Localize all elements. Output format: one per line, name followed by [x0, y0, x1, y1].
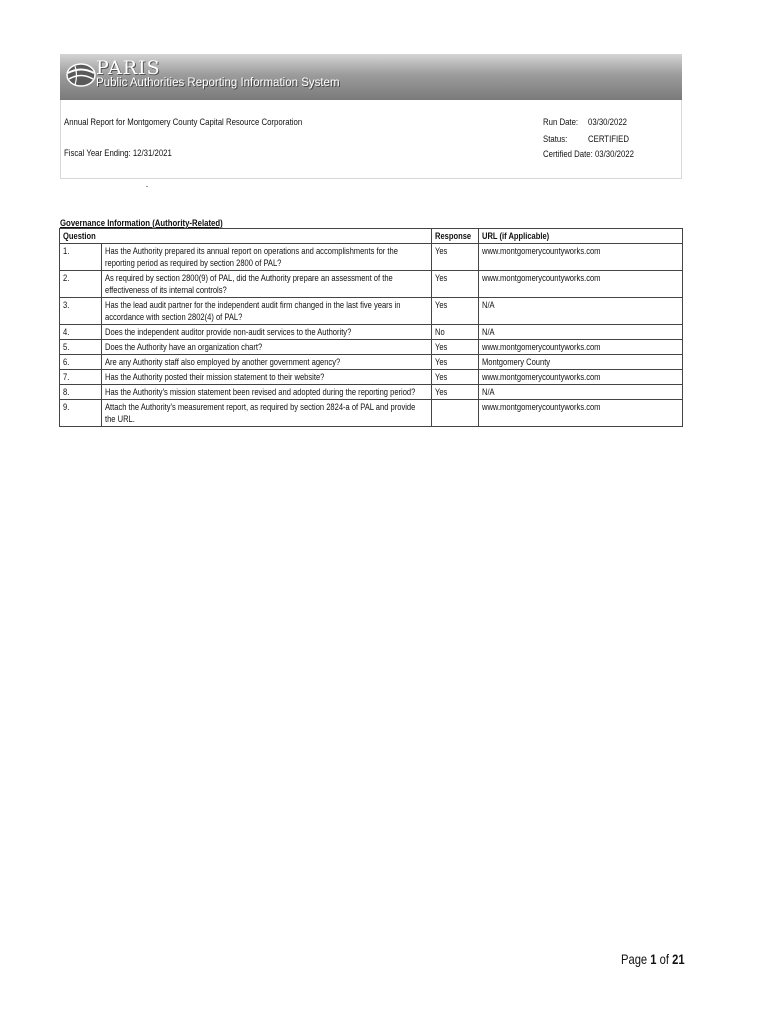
table-header-row	[60, 229, 683, 244]
row-url-text: www.montgomerycountyworks.com	[482, 273, 601, 283]
row-question	[102, 244, 432, 271]
stray-mark	[146, 186, 148, 187]
table-row	[60, 355, 683, 370]
row-number	[60, 370, 102, 385]
url-header: URL (if Applicable)	[479, 229, 683, 244]
run-date-value: 03/30/2022	[588, 117, 627, 128]
globe-logo-icon	[64, 58, 98, 92]
governance-table	[59, 228, 683, 427]
row-question-text: Has the Authority posted their mission statement to their website?	[105, 372, 325, 382]
row-response	[432, 244, 479, 271]
row-question-text: As required by section 2800(9) of PAL, did the Authority prepare an assessment of the effectiveness of its internal controls?	[105, 273, 393, 295]
row-number-text: 4.	[63, 327, 70, 337]
row-url-text: N/A	[482, 387, 495, 397]
row-number	[60, 244, 102, 271]
row-question	[102, 370, 432, 385]
row-url	[479, 385, 683, 400]
row-question-text: Has the Authority's mission statement been revised and adopted during the reporting period?	[105, 387, 416, 397]
row-response	[432, 400, 479, 427]
row-question-text: Has the lead audit partner for the independent audit firm changed in the last five years in accordance with section 2802(4) of PAL?	[105, 300, 401, 322]
page-prefix: Page	[621, 951, 651, 967]
row-url-text: N/A	[482, 327, 495, 337]
row-url	[479, 298, 683, 325]
row-response-text: Yes	[435, 372, 448, 382]
table-row	[60, 400, 683, 427]
section-title: Governance Information (Authority-Related)	[60, 218, 223, 229]
paris-banner	[60, 54, 682, 100]
row-url-text: www.montgomerycountyworks.com	[482, 342, 601, 352]
page-current: 1	[650, 951, 657, 967]
row-response-text: Yes	[435, 273, 448, 283]
page-total: 21	[672, 951, 685, 967]
row-question	[102, 340, 432, 355]
banner-title: PARIS	[96, 57, 161, 79]
page-number	[621, 951, 685, 967]
banner-subtitle: Public Authorities Reporting Information System	[96, 77, 340, 89]
row-number-text: 1.	[63, 246, 70, 256]
status-label: Status:	[543, 134, 568, 145]
row-url	[479, 370, 683, 385]
row-response	[432, 370, 479, 385]
row-question-text: Attach the Authority's measurement report, as required by section 2824-a of PAL and provide the URL.	[105, 402, 416, 424]
row-response-text: Yes	[435, 342, 448, 352]
row-question-text: Does the Authority have an organization chart?	[105, 342, 263, 352]
row-question	[102, 400, 432, 427]
table-row	[60, 385, 683, 400]
row-number	[60, 355, 102, 370]
row-url	[479, 325, 683, 340]
row-number-text: 5.	[63, 342, 70, 352]
row-response-text: No	[435, 327, 445, 337]
row-url-text: www.montgomerycountyworks.com	[482, 246, 601, 256]
row-question	[102, 325, 432, 340]
status-value: CERTIFIED	[588, 134, 629, 145]
row-response	[432, 325, 479, 340]
report-title: Annual Report for Montgomery County Capital Resource Corporation	[64, 117, 303, 128]
row-url-text: Montgomery County	[482, 357, 551, 367]
row-response	[432, 271, 479, 298]
row-response-text: Yes	[435, 357, 448, 367]
row-response-text: Yes	[435, 300, 448, 310]
row-response	[432, 355, 479, 370]
row-number	[60, 385, 102, 400]
row-question	[102, 271, 432, 298]
certified-date: Certified Date: 03/30/2022	[543, 149, 634, 160]
run-date-label: Run Date:	[543, 117, 579, 128]
table-row	[60, 325, 683, 340]
table-row	[60, 271, 683, 298]
question-header: Question	[60, 229, 432, 244]
row-number-text: 9.	[63, 402, 70, 412]
response-header: Response	[432, 229, 479, 244]
table-row	[60, 244, 683, 271]
row-url-text: N/A	[482, 300, 495, 310]
row-question	[102, 298, 432, 325]
row-url	[479, 244, 683, 271]
row-number-text: 2.	[63, 273, 70, 283]
row-number-text: 7.	[63, 372, 70, 382]
row-number	[60, 340, 102, 355]
row-response	[432, 385, 479, 400]
table-row	[60, 370, 683, 385]
fiscal-year: Fiscal Year Ending: 12/31/2021	[64, 148, 172, 159]
row-url	[479, 340, 683, 355]
row-number-text: 3.	[63, 300, 70, 310]
page-of: of	[656, 951, 673, 967]
table-row	[60, 340, 683, 355]
row-number	[60, 271, 102, 298]
row-number	[60, 400, 102, 427]
row-response-text: Yes	[435, 387, 448, 397]
row-url-text: www.montgomerycountyworks.com	[482, 402, 601, 412]
row-url	[479, 271, 683, 298]
row-question-text: Are any Authority staff also employed by another government agency?	[105, 357, 341, 367]
row-question	[102, 385, 432, 400]
row-url-text: www.montgomerycountyworks.com	[482, 372, 601, 382]
row-url	[479, 400, 683, 427]
row-number-text: 8.	[63, 387, 70, 397]
row-question-text: Has the Authority prepared its annual report on operations and accomplishments for the reporting period as required by section 2800 of PAL?	[105, 246, 398, 268]
row-number	[60, 298, 102, 325]
row-response	[432, 340, 479, 355]
row-response	[432, 298, 479, 325]
row-question	[102, 355, 432, 370]
row-url	[479, 355, 683, 370]
row-response-text: Yes	[435, 246, 448, 256]
row-number	[60, 325, 102, 340]
table-row	[60, 298, 683, 325]
row-question-text: Does the independent auditor provide non-audit services to the Authority?	[105, 327, 352, 337]
row-number-text: 6.	[63, 357, 70, 367]
